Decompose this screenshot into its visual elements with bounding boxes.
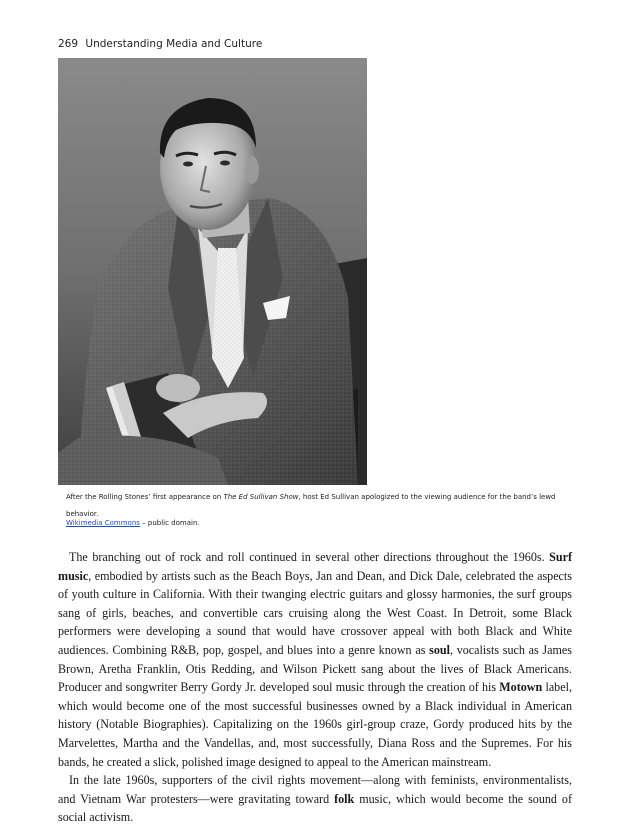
caption-text-end: , host Ed Sullivan apologized to the viewing audience for the band’s lewd behavior. — [66, 493, 556, 518]
running-header — [58, 38, 262, 50]
term-folk: folk — [334, 791, 355, 806]
page-number: 269 — [58, 38, 79, 50]
term-motown: Motown — [499, 680, 543, 695]
term-soul: soul — [429, 642, 450, 657]
caption-show-title: The Ed Sullivan Show — [223, 493, 299, 501]
book-title: Understanding Media and Culture — [85, 38, 263, 50]
p1-text-1: The branching out of rock and roll continued in several other directions throughout the 1960s. — [69, 550, 550, 564]
figure-credit — [66, 519, 200, 527]
caption-text-start: After the Rolling Stones’ first appearance on — [66, 493, 224, 501]
paragraph-2 — [58, 771, 572, 827]
wikimedia-commons-link[interactable]: Wikimedia Commons — [66, 519, 140, 527]
figure-caption — [66, 489, 566, 523]
body-text — [58, 548, 572, 827]
p1-text-2: , embodied by artists such as the Beach Boys, Jan and Dean, and Dick Dale, celebrated the aspects of youth culture in California. With their twanging electric guitars and glossy harmonies, the surf groups sang of girls, beaches, and convertible cars cruising along the West Coast. In Detroit, some Black performers were developing a sound that would have crossover appeal with both Black and White audiences. Combining R&B, pop, gospel, and blues into a genre known as — [58, 568, 572, 657]
paragraph-1 — [58, 548, 572, 771]
p1-text-3: , vocalists such as James Brown, Aretha Franklin, Otis Redding, and Wilson Pickett sang about the lives of Black Americans. Producer and songwriter Berry Gordy Jr. developed soul music through the creation of his — [58, 642, 572, 695]
term-surf-music: Surf music — [58, 550, 572, 583]
ed-sullivan-photo — [58, 58, 367, 485]
credit-license: – public domain. — [139, 519, 200, 527]
p2-text-2: music, which would become the sound of social activism. — [58, 791, 572, 825]
p2-text-1: In the late 1960s, supporters of the civil rights movement—along with feminists, environmentalists, and Vietnam War protesters—were gravitating toward — [58, 773, 572, 806]
p1-text-4: label, which would become one of the most successful businesses owned by a Black individual in American history (Notable Biographies). Capitalizing on the 1960s girl-group craze, Gordy produced hits by the Marvelettes, Martha and the Vandellas, and, most successfully, Diana Ross and the Supremes. For his bands, he created a slick, polished image designed to appeal to the American mainstream. — [58, 680, 572, 769]
